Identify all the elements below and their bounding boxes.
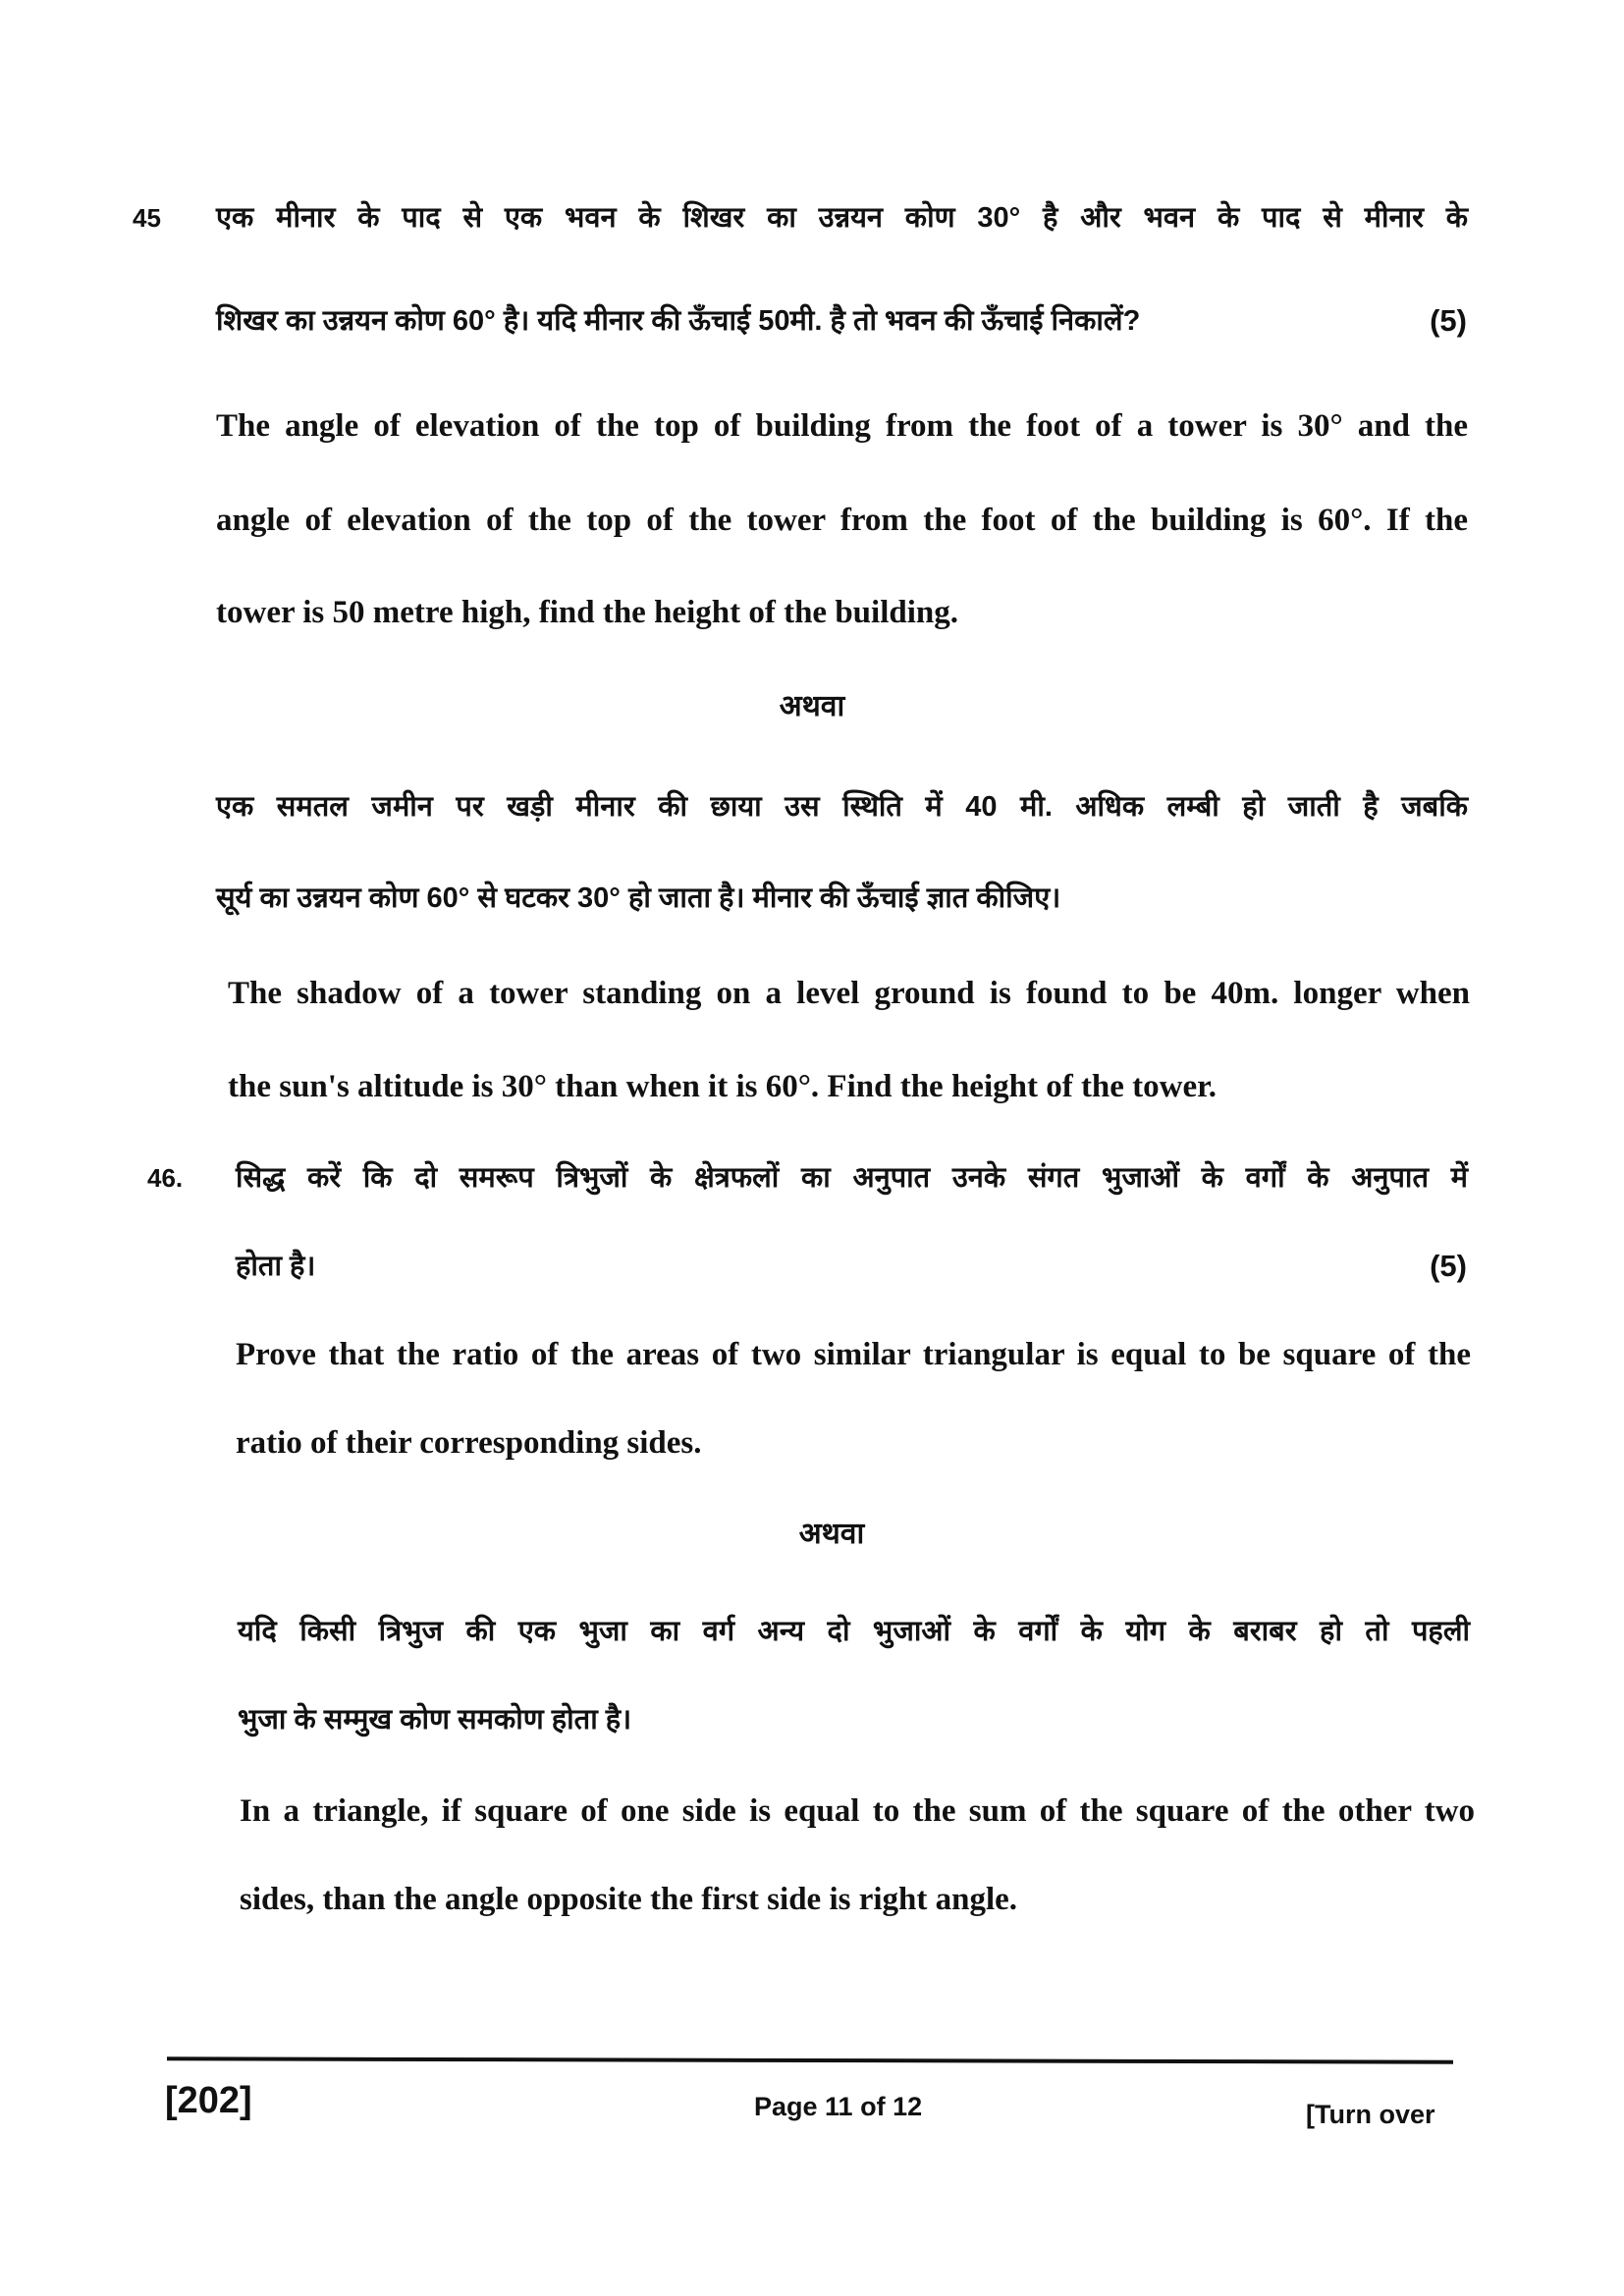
marks: (5) [1430, 303, 1467, 338]
hindi-line: शिखर का उन्नयन कोण 60° है। यदि मीनार की ऊँचाई 50मी. है तो भवन की ऊँचाई निकालें? [216, 305, 1141, 337]
english-line: The angle of elevation of the top of building from the foot of a tower is 30° and the [216, 408, 1468, 444]
page-number: Page 11 of 12 [754, 2092, 923, 2121]
hindi-line: सिद्ध करें कि दो समरूप त्रिभुजों के क्षेत्रफलों का अनुपात उनके संगत भुजाओं के वर्गों के अनुपात में [236, 1162, 1468, 1194]
english-line: the sun's altitude is 30° than when it is 60°. Find the height of the tower. [228, 1069, 1218, 1104]
marks: (5) [1430, 1249, 1467, 1283]
hindi-line: सूर्य का उन्नयन कोण 60° से घटकर 30° हो जाता है। मीनार की ऊँचाई ज्ञात कीजिए। [216, 882, 1061, 914]
hindi-line: एक समतल जमीन पर खड़ी मीनार की छाया उस स्थिति में 40 मी. अधिक लम्बी हो जाती है जबकि [216, 791, 1468, 823]
english-line: In a triangle, if square of one side is equal to the sum of the square of the other two [240, 1793, 1475, 1829]
english-line: angle of elevation of the top of the tower from the foot of the building is 60°. If the [216, 503, 1468, 538]
hindi-line: होता है। [236, 1251, 316, 1282]
question-number: 45 [133, 203, 161, 233]
english-line: Prove that the ratio of the areas of two similar triangular is equal to be square of the [236, 1337, 1471, 1372]
footer-rule [167, 2056, 1453, 2063]
english-line: ratio of their corresponding sides. [236, 1425, 702, 1461]
or-divider: अथवा [798, 1518, 865, 1550]
hindi-line: एक मीनार के पाद से एक भवन के शिखर का उन्नयन कोण 30° है और भवन के पाद से मीनार के [216, 202, 1468, 234]
hindi-line: यदि किसी त्रिभुज की एक भुजा का वर्ग अन्य दो भुजाओं के वर्गों के योग के बराबर हो तो पहली [238, 1616, 1470, 1647]
or-divider: अथवा [779, 690, 845, 722]
english-line: sides, than the angle opposite the first side is right angle. [240, 1882, 1018, 1917]
english-line: The shadow of a tower standing on a level ground is found to be 40m. longer when [228, 976, 1470, 1011]
english-line: tower is 50 metre high, find the height of the building. [216, 595, 958, 630]
question-number: 46. [147, 1163, 184, 1193]
turn-over-note: [Turn over [1306, 2100, 1435, 2129]
hindi-line: भुजा के सम्मुख कोण समकोण होता है। [238, 1704, 632, 1735]
paper-code: [202] [165, 2080, 252, 2121]
